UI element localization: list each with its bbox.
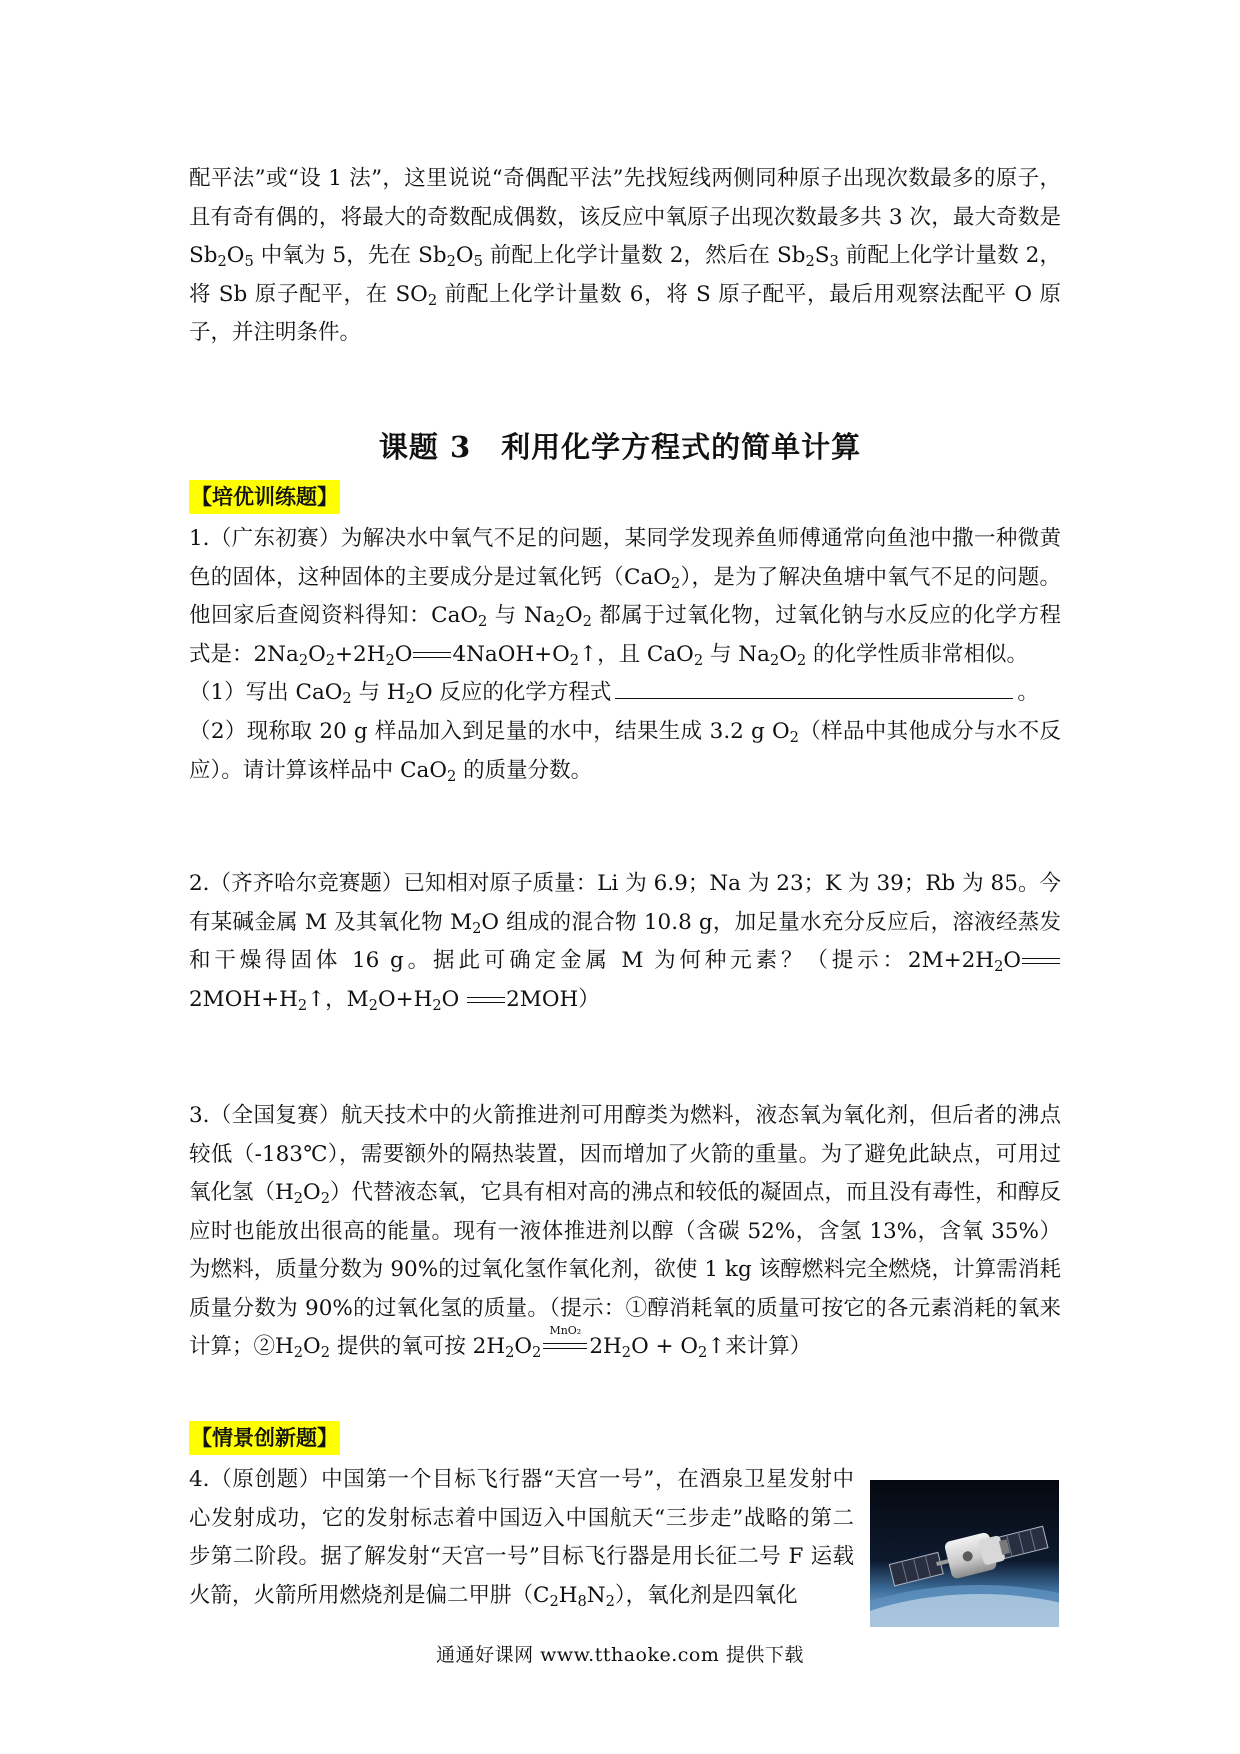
answer-blank[interactable] [615, 680, 1013, 699]
subscript: 2 [320, 1344, 330, 1362]
subscript: 2 [670, 574, 681, 592]
subscript: 2 [217, 253, 227, 271]
subscript: 2 [472, 919, 482, 937]
subscript: 2 [805, 253, 815, 271]
subscript: 2 [342, 690, 352, 708]
question-4: 4.（原创题）中国第一个目标飞行器“天宫一号”，在酒泉卫星发射中心发射成功，它的发射标志着中国迈入中国航天“三步走”战略的第二步第二阶段。据了解发射“天宫一号”目标飞行器是用长征二号 F 运载火箭，火箭所用燃烧剂是偏二甲肼$(C_2H_8N_2)$，氧化剂是四氧化 [189, 1467, 854, 1610]
question-1: 1.（广东初赛）为解决水中氧气不足的问题，某同学发现养鱼师傅通常向鱼池中撒一种微黄色的固体，这种固体的主要成分是过氧化钙（CaO$_2$），是为了解决鱼塘中氧气不足的问题。他回家后查阅资料得知：CaO$_2$ 与 $Na_2O_2$ 都属于过氧化物，过氧化钠与水反应的化学方程式是：$2Na_2O_2+2H_2O$ $4NaOH+O_2↑$，且 CaO$_2$ 与 $Na_2O_2$ 的化学性质非常相似。 [189, 526, 1061, 669]
footer-credit: 通通好课网 www.tthaoke.com 提供下载 [436, 1644, 804, 1666]
section-tag-scenario: 【情景创新题】 [189, 1421, 340, 1455]
subscript: 2 [796, 651, 807, 669]
subscript: 3 [829, 253, 839, 271]
subscript: 8 [577, 1592, 587, 1610]
question-3: 3.（全国复赛）航天技术中的火箭推进剂可用醇类为燃料，液态氧为氧化剂，但后者的沸点较低（-183℃），需要额外的隔热装置，因而增加了火箭的重量。为了避免此缺点，可用过氧化氢$(H_2O_2)$代替液态氧，它具有相对高的沸点和较低的凝固点，而且没有毒性，和醇反应时也能放出很高的能量。现有一液体推进剂以醇（含碳 52%，含氢 13%，含氧 35%）为燃料，质量分数为 90%的过氧化氢作氧化剂，欲使 1 kg 该醇燃料完全燃烧，计算需消耗质量分数为 90%的过氧化氢的质量。（提示：①醇消耗氧的质量可按它的各元素消耗的氧来计算；$②H_2O_2$ 提供的氧可按 $2H_2O_2$ MnO₂ $2H_2O$ + $O_2↑$来计算） [189, 1103, 1061, 1362]
subscript: 2 [994, 958, 1004, 976]
subscript: 2 [555, 613, 565, 631]
subscript: 2 [368, 996, 378, 1014]
subscript: 2 [297, 996, 308, 1014]
subscript: 2 [569, 651, 580, 669]
subscript: 2 [405, 690, 415, 708]
subscript: 5 [244, 253, 254, 271]
subscript: 2 [385, 651, 395, 669]
subscript: 2 [298, 651, 309, 669]
space-station-photo [870, 1480, 1059, 1627]
question-1-part-2: （2）现称取 20 g 样品加入到足量的水中，结果生成 3.2 g $O_2$（样品中其他成分与水不反应）。请计算该样品中 CaO$_2$ 的质量分数。 [189, 719, 1061, 785]
catalyst-label: MnO₂ [549, 1324, 582, 1337]
subscript: 2 [698, 1344, 708, 1362]
equals-sign [1022, 958, 1060, 964]
subscript: 2 [446, 253, 456, 271]
subscript: 2 [605, 1592, 615, 1610]
catalyst-arrow [543, 1324, 587, 1353]
subscript: 2 [427, 291, 438, 309]
equals-sign [467, 997, 505, 1003]
question-2: 2.（齐齐哈尔竞赛题）已知相对原子质量：Li 为 6.9；Na 为 23；K 为 39；Rb 为 85。今有某碱金属 M 及其氧化物 $M_2O$ 组成的混合物 10.8 g，加足量水充分反应后，溶液经蒸发和干燥得固体 16 g。据此可确定金属 M 为何种元素？（提示：$2M+2H_2O2MOH+H_2↑$，$M_2O+H_2O$ 2MOH） [189, 871, 1061, 1014]
subscript: 2 [532, 1344, 542, 1362]
intro-paragraph: 配平法”或“设 1 法”，这里说说“奇偶配平法”先找短线两侧同种原子出现次数最多的原子，且有奇有偶的，将最大的奇数配成偶数，该反应中氧原子出现次数最多共 3 次，最大奇数是 $Sb_2O_5$ 中氧为 5，先在 $Sb_2O_5$ 前配上化学计量数 2，然后在 $Sb_2S_3$ 前配上化学计量数 2，将 Sb 原子配平，在 $SO_2$ 前配上化学计量数 6，将 S 原子配平，最后用观察法配平 O 原子，并注明条件。 [189, 166, 1061, 345]
subscript: 2 [293, 1190, 304, 1208]
subscript: 2 [325, 651, 336, 669]
question-1-part-1: （1）写出 CaO$_2$ 与 $H_2O$ 反应的化学方程式 。 [189, 680, 1039, 708]
subscript: 2 [446, 767, 457, 785]
lesson-title: 课题 3 利用化学方程式的简单计算 [378, 430, 862, 464]
subscript: 2 [789, 729, 799, 747]
subscript: 2 [320, 1190, 330, 1208]
subscript: 2 [549, 1592, 559, 1610]
subscript: 2 [693, 651, 704, 669]
subscript: 2 [769, 651, 780, 669]
subscript: 2 [505, 1344, 515, 1362]
section-tag-training: 【培优训练题】 [189, 480, 340, 514]
subscript: 2 [293, 1344, 304, 1362]
subscript: 2 [432, 996, 442, 1014]
subscript: 2 [582, 613, 592, 631]
equals-sign [413, 652, 451, 658]
subscript: 5 [473, 253, 483, 271]
subscript: 2 [621, 1344, 632, 1362]
subscript: 2 [478, 613, 488, 631]
